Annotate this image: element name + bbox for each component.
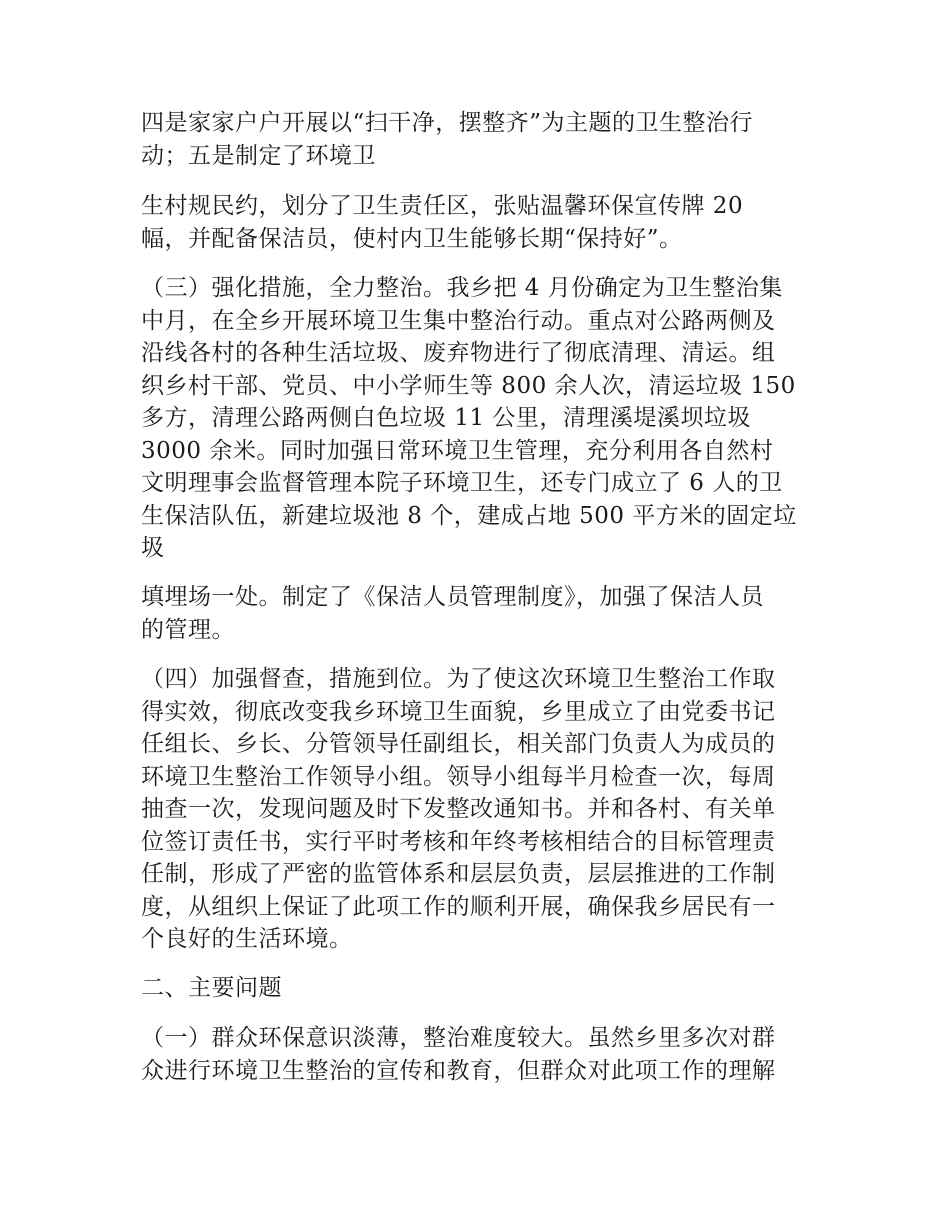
text-line: （一）群众环保意识淡薄，整治难度较大。虽然乡里多次对群 xyxy=(141,1025,776,1051)
text-line: 位签订责任书，实行平时考核和年终考核相结合的目标管理责 xyxy=(141,828,776,855)
text-line: 填埋场一处。制定了《保洁人员管理制度》，加强了保洁人员 xyxy=(141,584,764,610)
text-line: 多方，清理公路两侧白色垃圾 11 公里，清理溪堤溪坝垃圾 xyxy=(141,405,751,431)
paragraph-2 xyxy=(141,190,813,255)
text-line: 文明理事会监督管理本院子环境卫生，还专门成立了 6 人的卫 xyxy=(141,470,783,496)
text-line: （三）强化措施，全力整治。我乡把 4 月份确定为卫生整治集 xyxy=(141,275,783,301)
text-line: 度，从组织上保证了此项工作的顺利开展，确保我乡居民有一 xyxy=(141,893,776,920)
text-line: 沿线各村的各种生活垃圾、废弃物进行了彻底清理、清运。组 xyxy=(141,340,776,366)
text-line: 任组长、乡长、分管领导任副组长，相关部门负责人为成员的 xyxy=(141,731,776,757)
paragraph-6 xyxy=(141,1022,813,1087)
text-line: 的管理。 xyxy=(141,616,235,643)
text-line: 任制，形成了严密的监管体系和层层负责，层层推进的工作制 xyxy=(141,861,776,887)
section-heading xyxy=(141,972,813,1005)
text-line: 动；五是制定了环境卫 xyxy=(141,142,376,169)
paragraph-5 xyxy=(141,663,813,956)
text-line: 四是家家户户开展以“扫干净，摆整齐”为主题的卫生整治行 xyxy=(141,110,754,136)
text-line: （四）加强督查，措施到位。为了使这次环境卫生整治工作取 xyxy=(141,666,776,692)
text-line: 生村规民约，划分了卫生责任区，张贴温馨环保宣传牌 20 xyxy=(141,193,744,219)
text-line: 个良好的生活环境。 xyxy=(141,926,353,952)
text-line: 生保洁队伍，新建垃圾池 8 个，建成占地 500 平方米的固定垃 xyxy=(141,502,797,529)
paragraph-1 xyxy=(141,107,813,172)
text-line: 环境卫生整治工作领导小组。领导小组每半月检查一次，每周 xyxy=(141,763,776,790)
text-line: 中月，在全乡开展环境卫生集中整治行动。重点对公路两侧及 xyxy=(141,307,776,334)
paragraph-4 xyxy=(141,581,813,646)
paragraph-3 xyxy=(141,272,813,565)
text-line: 3000 余米。同时加强日常环境卫生管理，充分利用各自然村 xyxy=(141,437,774,464)
text-line: 圾 xyxy=(141,535,165,561)
text-line: 众进行环境卫生整治的宣传和教育，但群众对此项工作的理解 xyxy=(141,1057,776,1084)
text-line: 织乡村干部、党员、中小学师生等 800 余人次，清运垃圾 150 xyxy=(141,372,796,399)
text-line: 得实效，彻底改变我乡环境卫生面貌，乡里成立了由党委书记 xyxy=(141,698,776,725)
text-line: 抽查一次，发现问题及时下发整改通知书。并和各村、有关单 xyxy=(141,796,776,822)
heading-text: 二、主要问题 xyxy=(141,975,282,1001)
text-line: 幅，并配备保洁员，使村内卫生能够长期“保持好”。 xyxy=(141,225,683,252)
